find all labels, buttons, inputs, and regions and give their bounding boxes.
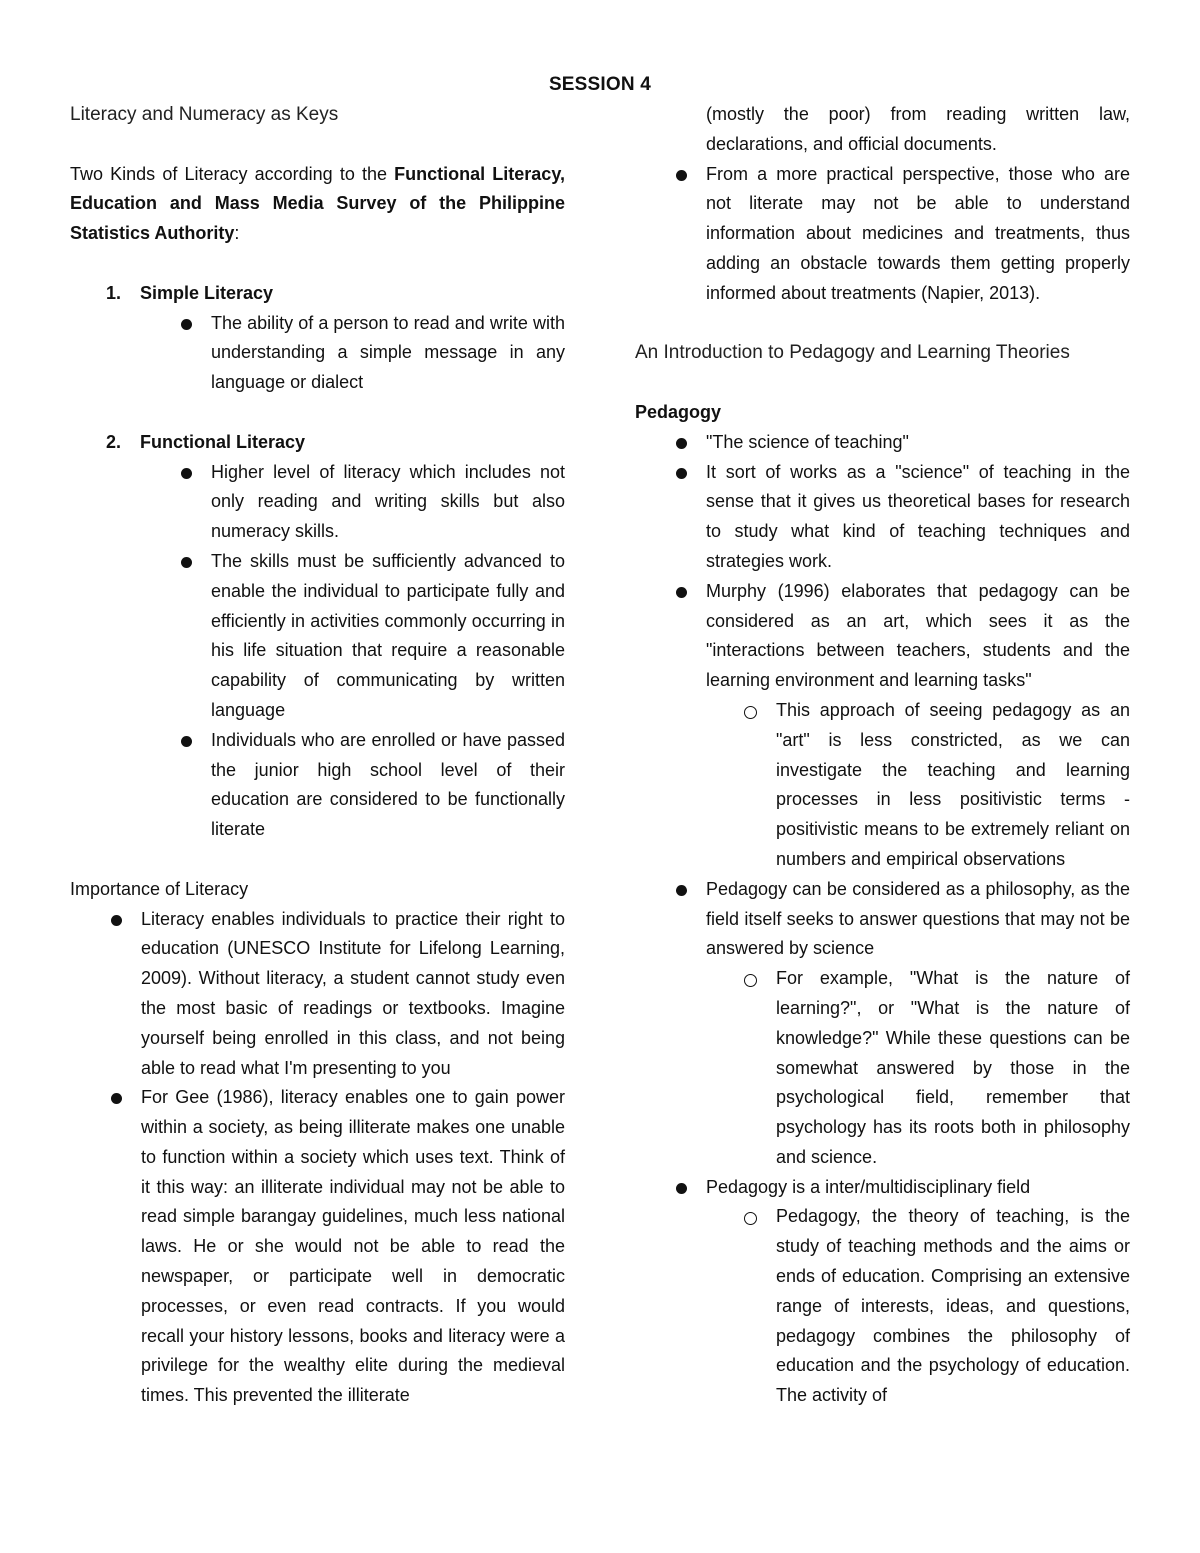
kind-number: 1. — [106, 282, 122, 303]
list-item: Literacy enables individuals to practice their right to education (UNESCO Institute for Lifelong Learning, 2009). Without literacy, a student cannot study even the most basic of readings or textbooks. Imagine yourself being enrolled in this class, and not being able to read what I'm presenting to you — [70, 905, 565, 1084]
list-item: It sort of works as a "science" of teaching in the sense that it gives us theoretical bases for research to study what kind of teaching techniques and strategies work. — [635, 458, 1130, 577]
list-item: "The science of teaching" — [635, 428, 1130, 458]
list-item: From a more practical perspective, those who are not literate may not be able to understand information about medicines and treatments, thus adding an obstacle towards them getting properly informed about treatments (Napier, 2013). — [635, 160, 1130, 309]
bullet-icon — [676, 885, 687, 896]
intro-text: Two Kinds of Literacy according to the — [70, 163, 395, 184]
bullet-icon — [181, 468, 192, 479]
left-column — [70, 100, 565, 1411]
bullet-icon — [181, 736, 192, 747]
bullet-icon — [111, 915, 122, 926]
right-column — [635, 100, 1130, 1411]
kind-number: 2. — [106, 431, 122, 452]
bullet-icon — [181, 319, 192, 330]
list-item: Individuals who are enrolled or have passed the junior high school level of their education are considered to be functionally literate — [70, 726, 565, 845]
list-item: The ability of a person to read and write with understanding a simple message in any language or dialect — [70, 309, 565, 398]
bullet-icon — [181, 557, 192, 568]
list-item: Pedagogy is a inter/multidisciplinary field — [635, 1173, 1130, 1203]
survey-name: Functional Literacy, Education and Mass Media Survey of the Philippine Statistics Authority — [70, 163, 565, 244]
kind-title: Functional Literacy — [140, 431, 306, 452]
bullet-icon — [676, 587, 687, 598]
section-subtitle-literacy: Literacy and Numeracy as Keys — [70, 104, 339, 125]
list-item: Higher level of literacy which includes not only reading and writing skills but also numeracy skills. — [70, 458, 565, 547]
section-subtitle-pedagogy: An Introduction to Pedagogy and Learning Theories — [635, 342, 1070, 364]
sub-list-item: For example, "What is the nature of learning?", or "What is the nature of knowledge?" While these questions can be somewhat answered by those in the psychological field, remember that psychology has its roots both in philosophy and science. — [635, 964, 1130, 1173]
bullet-icon — [676, 468, 687, 479]
list-item: The skills must be sufficiently advanced to enable the individual to participate fully and efficiently in activities commonly occurring in his life situation that require a reasonable capability of communicating by written language — [70, 547, 565, 726]
importance-heading: Importance of Literacy — [70, 878, 249, 899]
session-title: SESSION 4 — [548, 74, 652, 95]
bullet-icon — [111, 1093, 122, 1104]
intro-paragraph — [70, 160, 565, 249]
list-item: For Gee (1986), literacy enables one to gain power within a society, as being illiterate makes one unable to function within a society which uses text. Think of it this way: an illiterate individual may not be able to read simple barangay guidelines, much less national laws. He or she would not be able to read the newspaper, or participate well in democratic processes, or even read contracts. If you would recall your history lessons, books and literacy were a privilege for the wealthy elite during the medieval times. This prevented the illiterate — [70, 1083, 565, 1411]
kind-heading-simple — [70, 279, 565, 309]
bullet-icon — [676, 1183, 687, 1194]
pedagogy-heading: Pedagogy — [635, 401, 722, 422]
sub-list-item: Pedagogy, the theory of teaching, is the study of teaching methods and the aims or ends of education. Comprising an extensive range of interests, ideas, and questions, pedagogy combines the philosophy of education and the psychology of education. The activity of — [635, 1202, 1130, 1411]
hollow-bullet-icon — [744, 706, 757, 719]
kind-title: Simple Literacy — [140, 282, 274, 303]
sub-list-item: This approach of seeing pedagogy as an "art" is less constricted, as we can investigate the teaching and learning processes in less positivistic terms - positivistic means to be extremely reliant on numbers and empirical observations — [635, 696, 1130, 875]
list-item: Pedagogy can be considered as a philosophy, as the field itself seeks to answer questions that may not be answered by science — [635, 875, 1130, 964]
list-item: Murphy (1996) elaborates that pedagogy can be considered as an art, which sees it as the "interactions between teachers, students and the learning environment and learning tasks" — [635, 577, 1130, 696]
bullet-icon — [676, 170, 687, 181]
hollow-bullet-icon — [744, 974, 757, 987]
continuation-text: (mostly the poor) from reading written law, declarations, and official documents. — [706, 104, 1130, 154]
kind-heading-functional — [70, 428, 565, 458]
intro-colon: : — [234, 223, 240, 244]
bullet-icon — [676, 438, 687, 449]
hollow-bullet-icon — [744, 1212, 757, 1225]
